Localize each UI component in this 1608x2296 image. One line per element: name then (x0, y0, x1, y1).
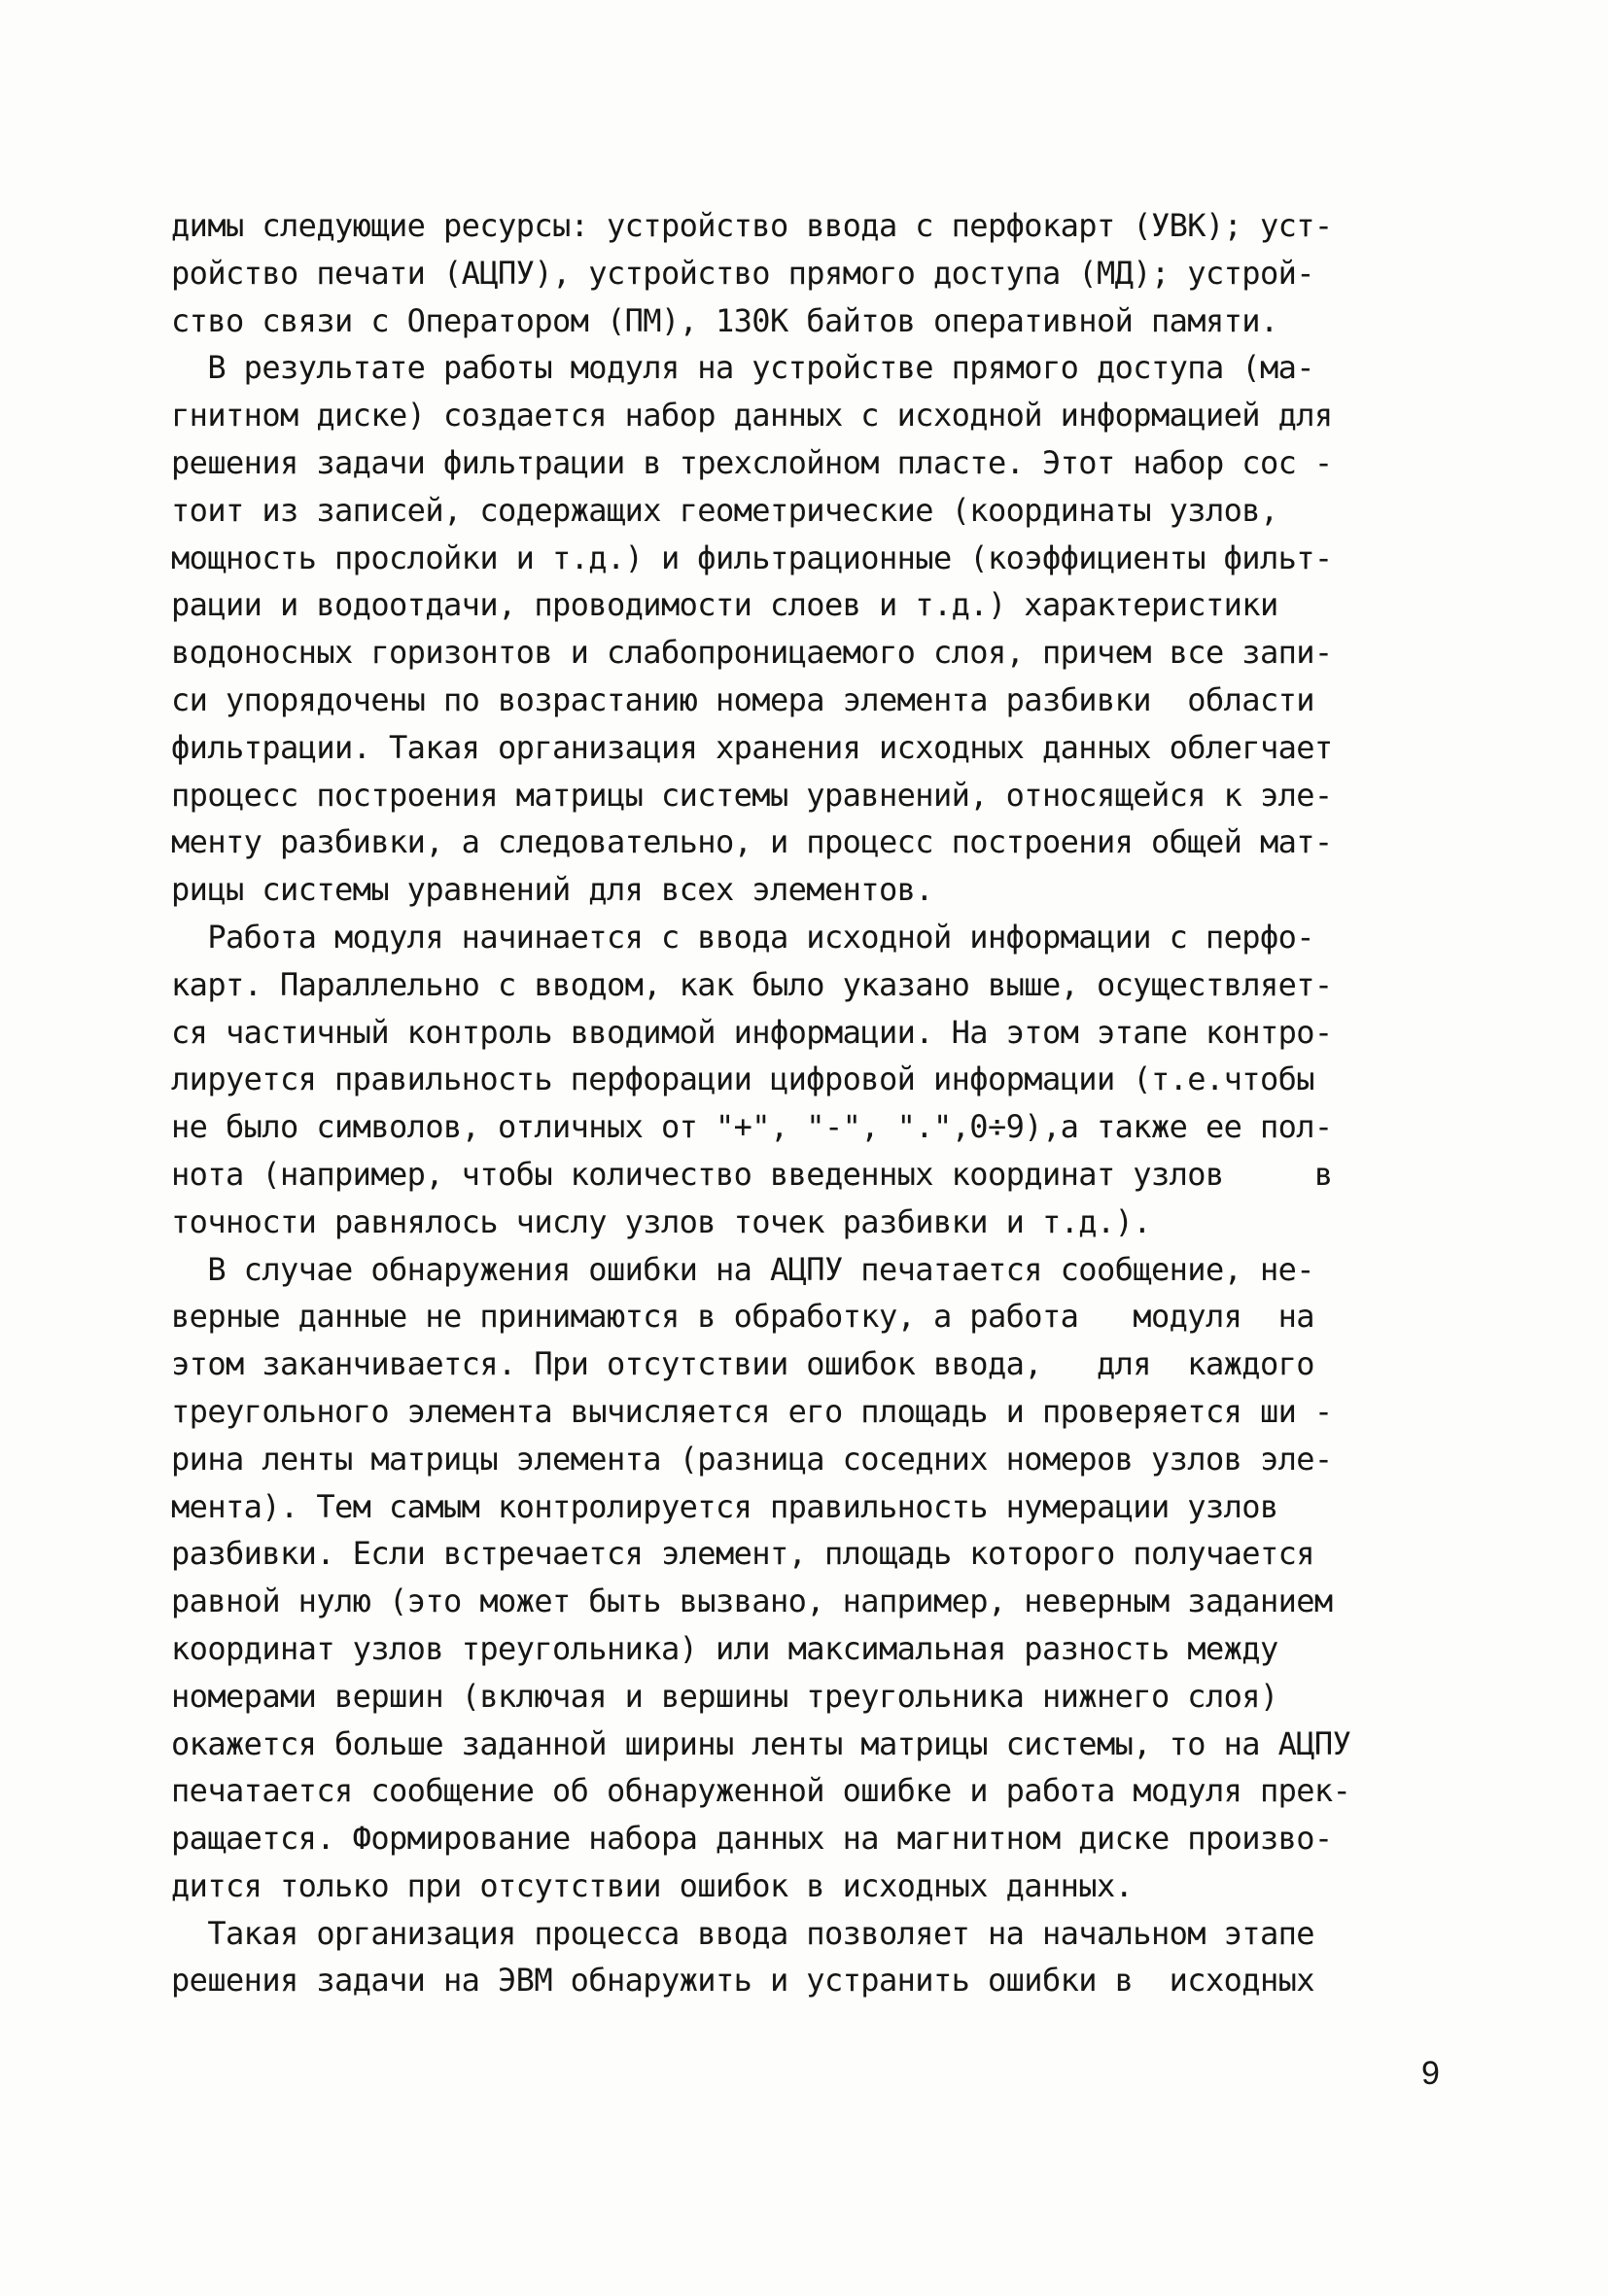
text-line: рина ленты матрицы элемента (разница соседних номеров узлов эле- (171, 1440, 1333, 1478)
text-line: ся частичный контроль вводимой информации. На этом этапе контро- (171, 1013, 1333, 1051)
text-line: фильтрации. Такая организация хранения исходных данных облегчает (171, 728, 1333, 766)
text-line: разбивки. Если встречается элемент, площадь которого получается (171, 1535, 1314, 1573)
text-line: окажется больше заданной ширины ленты матрицы системы, то на АЦПУ (171, 1724, 1351, 1762)
text-line: ращается. Формирование набора данных на магнитном диске произво- (171, 1820, 1333, 1858)
text-line: рицы системы уравнений для всех элементов. (171, 871, 933, 909)
text-line: печатается сообщение об обнаруженной ошибке и работа модуля прек- (171, 1772, 1351, 1810)
paragraph (171, 344, 1435, 914)
text-line: си упорядочены по возрастанию номера элемента разбивки области (171, 680, 1314, 718)
text-line: менту разбивки, а следовательно, и процесс построения общей мат- (171, 823, 1333, 861)
text-line: решения задачи на ЭВМ обнаружить и устранить ошибки в исходных (171, 1962, 1314, 2000)
paragraph (171, 1910, 1435, 2005)
paragraph (171, 914, 1435, 1246)
text-line: Такая организация процесса ввода позволяет на начальном этапе (171, 1914, 1314, 1952)
text-line: В результате работы модуля на устройстве прямого доступа (ма- (171, 349, 1314, 387)
text-line: мента). Тем самым контролируется правильность нумерации узлов (171, 1487, 1278, 1525)
text-line: мощность прослойки и т.д.) и фильтрационные (коэффициенты фильт- (171, 539, 1333, 576)
page-number: 9 (1421, 2055, 1440, 2092)
text-line: В случае обнаружения ошибки на АЦПУ печатается сообщение, не- (171, 1250, 1314, 1288)
text-line: лируется правильность перфорации цифровой информации (т.е.чтобы (171, 1061, 1314, 1098)
text-line: точности равнялось числу узлов точек разбивки и т.д.). (171, 1202, 1151, 1240)
text-line: нота (например, чтобы количество введенных координат узлов в (171, 1155, 1333, 1193)
text-line: ройство печати (АЦПУ), устройство прямого доступа (МД); устрой- (171, 254, 1314, 292)
text-line: решения задачи фильтрации в трехслойном пласте. Этот набор сос - (171, 443, 1333, 481)
text-line: координат узлов треугольника) или максимальная разность между (171, 1629, 1278, 1667)
text-line: верные данные не принимаются в обработку, а работа модуля на (171, 1298, 1314, 1336)
text-line: номерами вершин (включая и вершины треугольника нижнего слоя) (171, 1677, 1278, 1715)
text-line: карт. Параллельно с вводом, как было указано выше, осуществляет- (171, 965, 1333, 1003)
text-line: не было символов, отличных от "+", "-", ".",0÷9),а также ее пол- (171, 1108, 1333, 1146)
text-line: димы следующие ресурсы: устройство ввода с перфокарт (УВК); уст- (171, 207, 1333, 244)
text-line: этом заканчивается. При отсутствии ошибок ввода, для каждого (171, 1345, 1314, 1383)
body-text (171, 202, 1435, 2004)
paragraph (171, 1246, 1435, 1910)
text-line: равной нулю (это может быть вызвано, например, неверным заданием (171, 1583, 1333, 1620)
text-line: треугольного элемента вычисляется его площадь и проверяется ши - (171, 1392, 1333, 1430)
paragraph (171, 202, 1435, 344)
text-line: процесс построения матрицы системы уравнений, относящейся к эле- (171, 776, 1333, 814)
text-line: гнитном диске) создается набор данных с исходной информацией для (171, 397, 1333, 435)
text-line: тоит из записей, содержащих геометрические (координаты узлов, (171, 491, 1278, 529)
text-line: Работа модуля начинается с ввода исходной информации с перфо- (171, 918, 1314, 956)
text-line: рации и водоотдачи, проводимости слоев и т.д.) характеристики (171, 586, 1278, 624)
text-line: водоносных горизонтов и слабопроницаемого слоя, причем все запи- (171, 634, 1333, 672)
text-line: ство связи с Оператором (ПМ), 130К байтов оперативной памяти. (171, 301, 1278, 339)
text-line: дится только при отсутствии ошибок в исходных данных. (171, 1866, 1134, 1904)
